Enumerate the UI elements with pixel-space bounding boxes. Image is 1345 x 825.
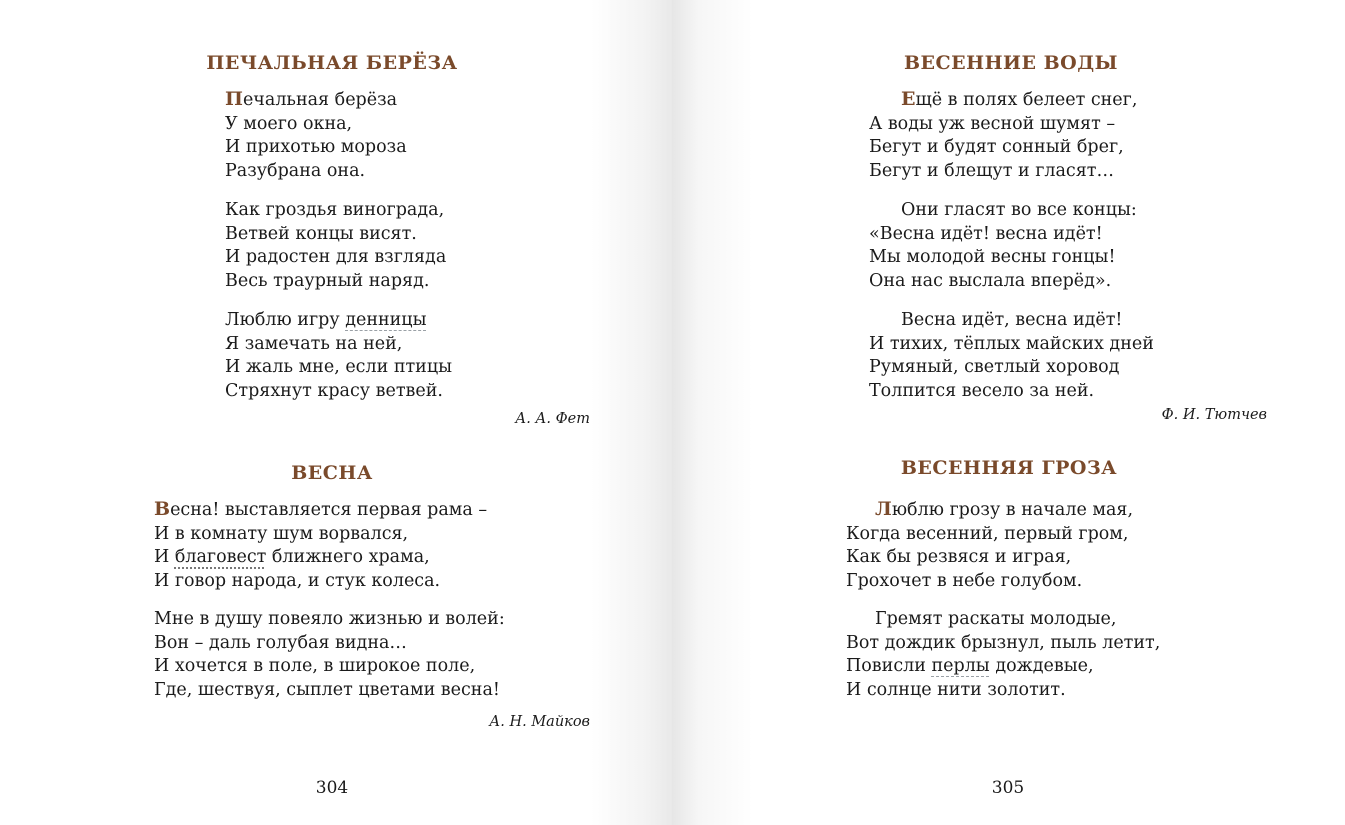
poem-title-vesennyaya-groza: ВЕСЕННЯЯ ГРОЗА [900, 457, 1118, 479]
poem-line: Мне в душу повеяло жизнью и волей: [154, 609, 505, 629]
poem-author: А. Н. Майков [489, 714, 590, 730]
poem-line: Вот дождик брызнул, пыль летит, [846, 632, 1161, 653]
poem-line: Мы молодой весны гонцы! [869, 247, 1116, 267]
poem-title-vesna: ВЕСНА [291, 462, 373, 484]
poem-line: Ещё в полях белеет снег, [901, 88, 1138, 110]
poem-line: Толпится весело за ней. [869, 380, 1095, 401]
glossary-word[interactable]: перлы [931, 656, 990, 676]
stanza [846, 498, 1133, 593]
poem-line: Разубрана она. [225, 160, 366, 181]
poem-line: И жаль мне, если птицы [225, 357, 453, 377]
poem-line: Люблю грозу в начале мая, [875, 498, 1134, 520]
stanza [225, 309, 452, 403]
stanza [869, 88, 1137, 183]
glossary-word[interactable]: благовест [174, 547, 267, 567]
poem-line: У моего окна, [225, 113, 353, 134]
poem-line: Весна! выставляется первая рама – [154, 498, 488, 520]
poem-line: Она нас выслала вперёд». [869, 270, 1112, 291]
poem-line: Весна идёт, весна идёт! [901, 310, 1123, 330]
poem-line: Как гроздья винограда, [225, 200, 445, 220]
poem-line: Ветвей концы висят. [225, 223, 417, 244]
stanza [846, 608, 1160, 702]
stanza [869, 309, 1154, 403]
poem-line: Печальная берёза [225, 88, 398, 110]
stanza [154, 608, 505, 702]
poem-line: Где, шествуя, сыплет цветами весна! [154, 679, 500, 700]
poem-author: Ф. И. Тютчев [1161, 407, 1267, 423]
page-number: 304 [315, 778, 349, 798]
right-page [672, 0, 1345, 825]
poem-line: Я замечать на ней, [225, 333, 403, 354]
poem-line: И прихотью мороза [225, 137, 407, 157]
poem-line: Вон – даль голубая видна… [154, 632, 407, 653]
poem-line: Весь траурный наряд. [225, 270, 430, 291]
poem-line: Бегут и блещут и гласят… [869, 160, 1114, 181]
poem-line: Как бы резвяся и играя, [846, 547, 1072, 567]
poem-line: Они гласят во все концы: [901, 200, 1137, 220]
drop-cap: П [225, 88, 243, 110]
stanza [225, 199, 446, 293]
poem-line: Бегут и будят сонный брег, [869, 137, 1124, 157]
poem-line: Когда весенний, первый гром, [846, 523, 1129, 544]
poem-title-vesennie-vody: ВЕСЕННИЕ ВОДЫ [904, 52, 1118, 74]
stanza [154, 498, 487, 593]
poem-line: И солнце нити золотит. [846, 679, 1066, 700]
poem-line: Стряхнут красу ветвей. [225, 380, 443, 401]
poem-line: Люблю игру денницы [225, 310, 427, 330]
poem-line: И благовест ближнего храма, [154, 547, 430, 567]
poem-line: И тихих, тёплых майских дней [869, 333, 1154, 354]
poem-line: И говор народа, и стук колеса. [154, 570, 441, 591]
poem-author: А. А. Фет [515, 411, 590, 427]
poem-line: И в комнату шум ворвался, [154, 523, 409, 544]
poem-line: И радостен для взгляда [225, 247, 447, 267]
glossary-word[interactable]: денницы [345, 310, 427, 330]
stanza [869, 199, 1137, 293]
poem-title-pechalnaya-bereza: ПЕЧАЛЬНАЯ БЕРЁЗА [206, 52, 458, 74]
page-number: 305 [991, 778, 1025, 798]
drop-cap: В [154, 498, 171, 520]
stanza [225, 88, 407, 183]
poem-line: Гремят раскаты молодые, [875, 609, 1117, 629]
drop-cap: Е [901, 88, 916, 110]
poem-line: А воды уж весной шумят – [869, 113, 1116, 134]
poem-line: Повисли перлы дождевые, [846, 656, 1094, 676]
poem-line: «Весна идёт! весна идёт! [869, 223, 1103, 244]
left-page [0, 0, 672, 825]
poem-line: Румяный, светлый хоровод [869, 357, 1120, 377]
poem-line: И хочется в поле, в широкое поле, [154, 656, 476, 676]
drop-cap: Л [875, 498, 892, 520]
poem-line: Грохочет в небе голубом. [846, 570, 1083, 591]
